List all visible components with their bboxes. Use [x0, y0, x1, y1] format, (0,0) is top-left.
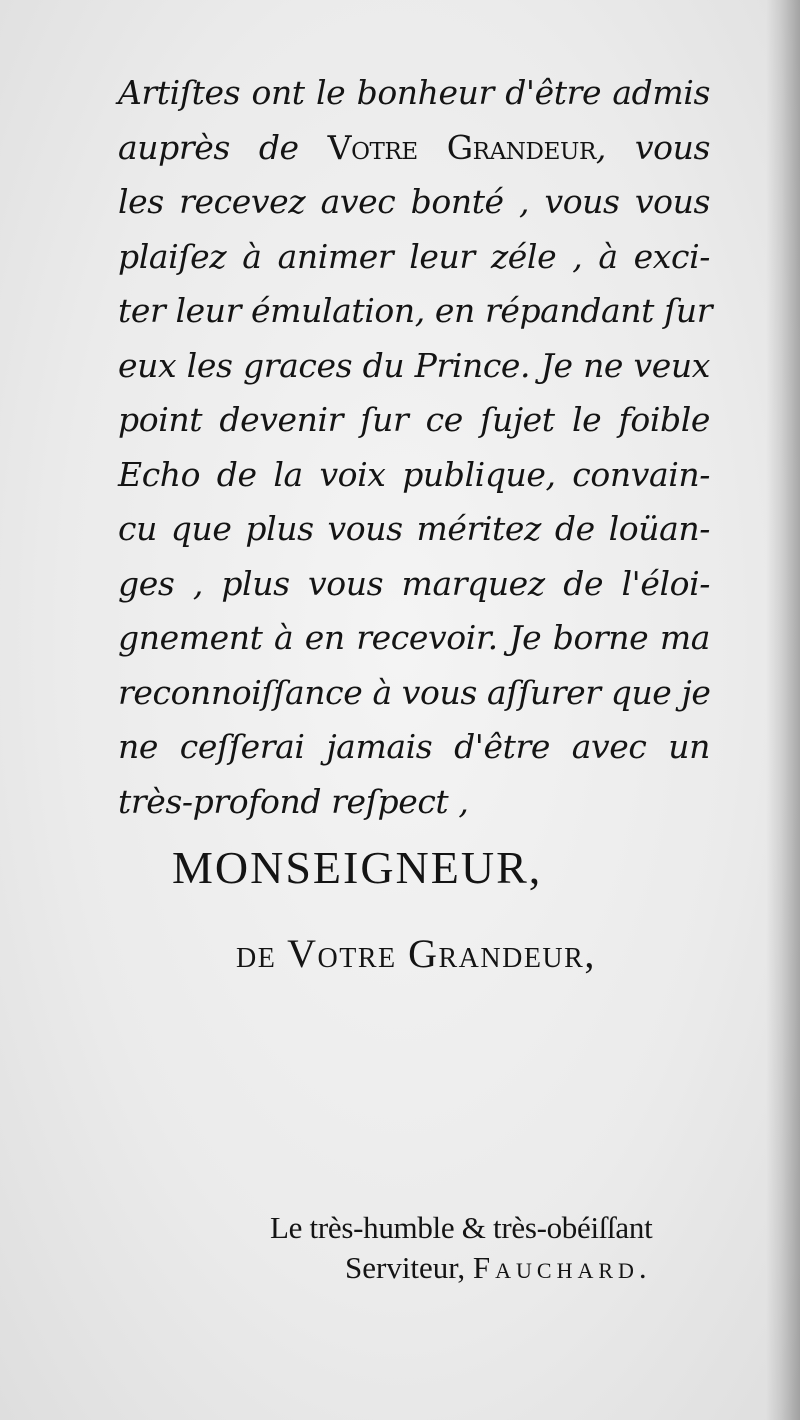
body-paragraph: [118, 66, 713, 829]
text-line: cu que plus vous méritez de loüan-: [118, 509, 710, 548]
text-line: reconnoiſſance à vous aſſurer que je: [118, 672, 711, 712]
closing-signature-line: Serviteur, Fauchard.: [345, 1250, 652, 1285]
author-signature: Fauchard.: [472, 1250, 652, 1285]
text-line: auprès de Votre Grandeur, vous: [118, 127, 711, 167]
salutation: MONSEIGNEUR,: [172, 842, 543, 893]
text-line: gnement à en recevoir. Je borne ma: [118, 618, 710, 657]
text-line: ges , plus vous marquez de l'éloi-: [118, 563, 710, 603]
text-line: ne ceſſerai jamais d'être avec un: [118, 727, 710, 766]
honorific-title: Votre Grandeur: [327, 127, 596, 167]
closing-formula: Le très-humble & très-obéiſſant: [270, 1210, 653, 1245]
text-line: eux les graces du Prince. Je ne veux: [118, 345, 710, 385]
deference-line: de Votre Grandeur,: [236, 931, 596, 976]
text-line: très-profond reſpect ,: [118, 781, 469, 821]
binding-shadow: [766, 0, 800, 1420]
text-line: point devenir ſur ce ſujet le foible: [118, 400, 710, 439]
text-line: plaiſez à animer leur zéle , à exci-: [118, 236, 710, 276]
text-line: Echo de la voix publique, convain-: [118, 454, 710, 494]
text-line: les recevez avec bonté , vous vous: [118, 182, 710, 221]
text-line: ter leur émulation, en répandant ſur: [118, 291, 713, 330]
text-line: Artiſtes ont le bonheur d'être admis: [118, 73, 710, 112]
